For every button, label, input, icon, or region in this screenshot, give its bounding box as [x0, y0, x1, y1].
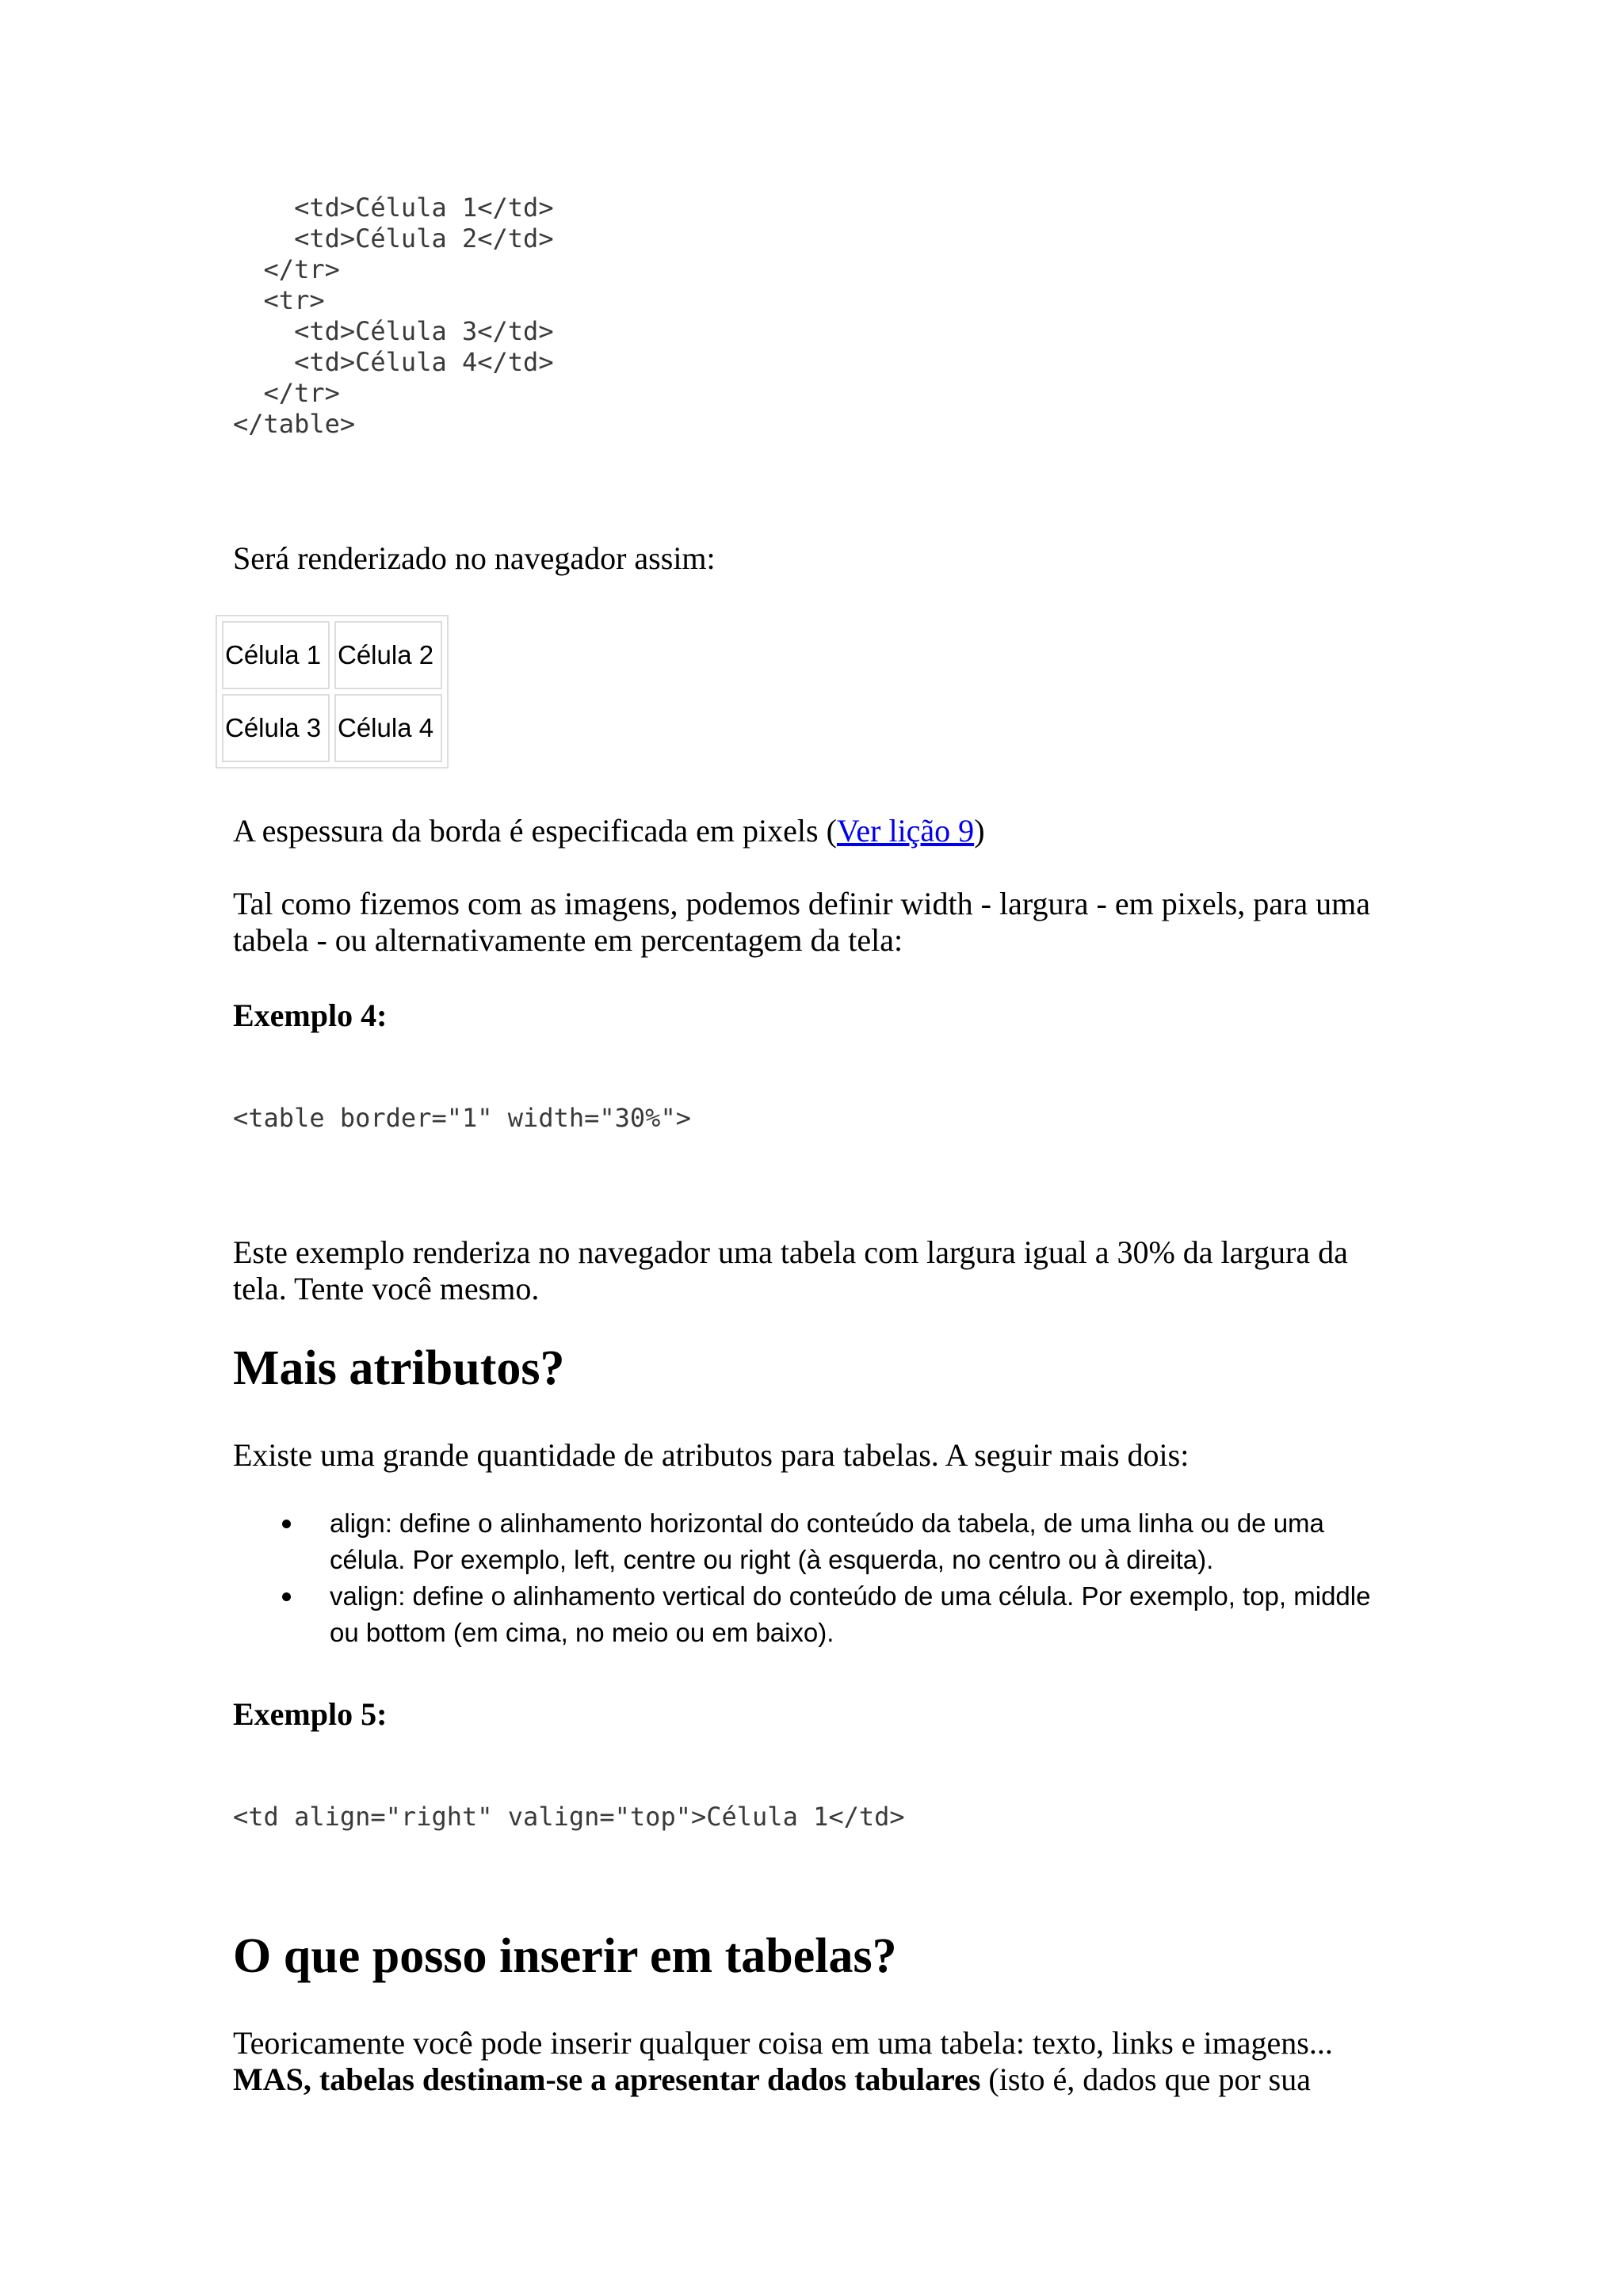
code-line: <td>Célula 3</td>: [233, 316, 554, 346]
table-cell: Célula 3: [222, 694, 330, 762]
table-row: [222, 694, 442, 762]
bullet-icon: [282, 1592, 291, 1601]
code-line: </table>: [233, 409, 356, 439]
code-line: </tr>: [233, 254, 340, 284]
heading-more-attributes: Mais atributos?: [233, 1341, 565, 1395]
list-item-text: align: define o alinhamento horizontal do conteúdo da tabela, de uma linha ou de uma célula. Por exemplo, left, centre ou right (à esquerda, no centro ou à direita).: [330, 1508, 1324, 1574]
table-row: [222, 621, 442, 689]
more-attributes-intro: Existe uma grande quantidade de atributos para tabelas. A seguir mais dois:: [233, 1437, 1190, 1473]
code-line: <td>Célula 2</td>: [233, 223, 554, 254]
border-note: [233, 813, 1406, 849]
width-paragraph: Tal como fizemos com as imagens, podemos definir width - largura - em pixels, para uma tabela - ou alternativamente em percentagem da tela:: [233, 886, 1370, 958]
render-intro-text: Será renderizado no navegador assim:: [233, 540, 716, 576]
attributes-list: [233, 1505, 1406, 1651]
table-cell: Célula 1: [222, 621, 330, 689]
example-4-label: Exemplo 4:: [233, 997, 388, 1033]
insert-line-2-rest: (isto é, dados que por sua: [980, 2061, 1311, 2097]
lesson-9-link[interactable]: Ver lição 9: [836, 813, 975, 849]
list-item-text: valign: define o alinhamento vertical do conteúdo de uma célula. Por exemplo, top, middle ou bottom (em cima, no meio ou em baixo).: [330, 1581, 1371, 1647]
code-line: <td>Célula 1</td>: [233, 193, 554, 223]
example-5-code: <td align="right" valign="top">Célula 1</td>: [233, 1802, 905, 1832]
insert-line-1: Teoricamente você pode inserir qualquer coisa em uma tabela: texto, links e imagens...: [233, 2025, 1333, 2061]
insert-bold-phrase: MAS, tabelas destinam-se a apresentar dados tabulares: [233, 2061, 981, 2097]
border-note-close: ): [974, 813, 985, 849]
table-cell: Célula 4: [334, 694, 442, 762]
example-5-label: Exemplo 5:: [233, 1696, 388, 1732]
rendered-example-table: [216, 615, 449, 769]
example-4-result-paragraph: Este exemplo renderiza no navegador uma tabela com largura igual a 30% da largura da tela. Tente você mesmo.: [233, 1234, 1348, 1306]
example-4-code: <table border="1" width="30%">: [233, 1103, 691, 1133]
list-item: [233, 1505, 1406, 1578]
code-line: </tr>: [233, 378, 340, 408]
border-note-text: A espessura da borda é especificada em pixels (: [233, 813, 837, 849]
code-line: <td>Célula 4</td>: [233, 347, 554, 377]
table-cell: Célula 2: [334, 621, 442, 689]
list-item: [233, 1578, 1406, 1651]
bullet-icon: [282, 1520, 291, 1528]
heading-what-to-insert: O que posso inserir em tabelas?: [233, 1929, 897, 1983]
insert-paragraph: [233, 2025, 1406, 2098]
code-block-table-end: [233, 193, 554, 440]
code-line: <tr>: [233, 285, 325, 315]
